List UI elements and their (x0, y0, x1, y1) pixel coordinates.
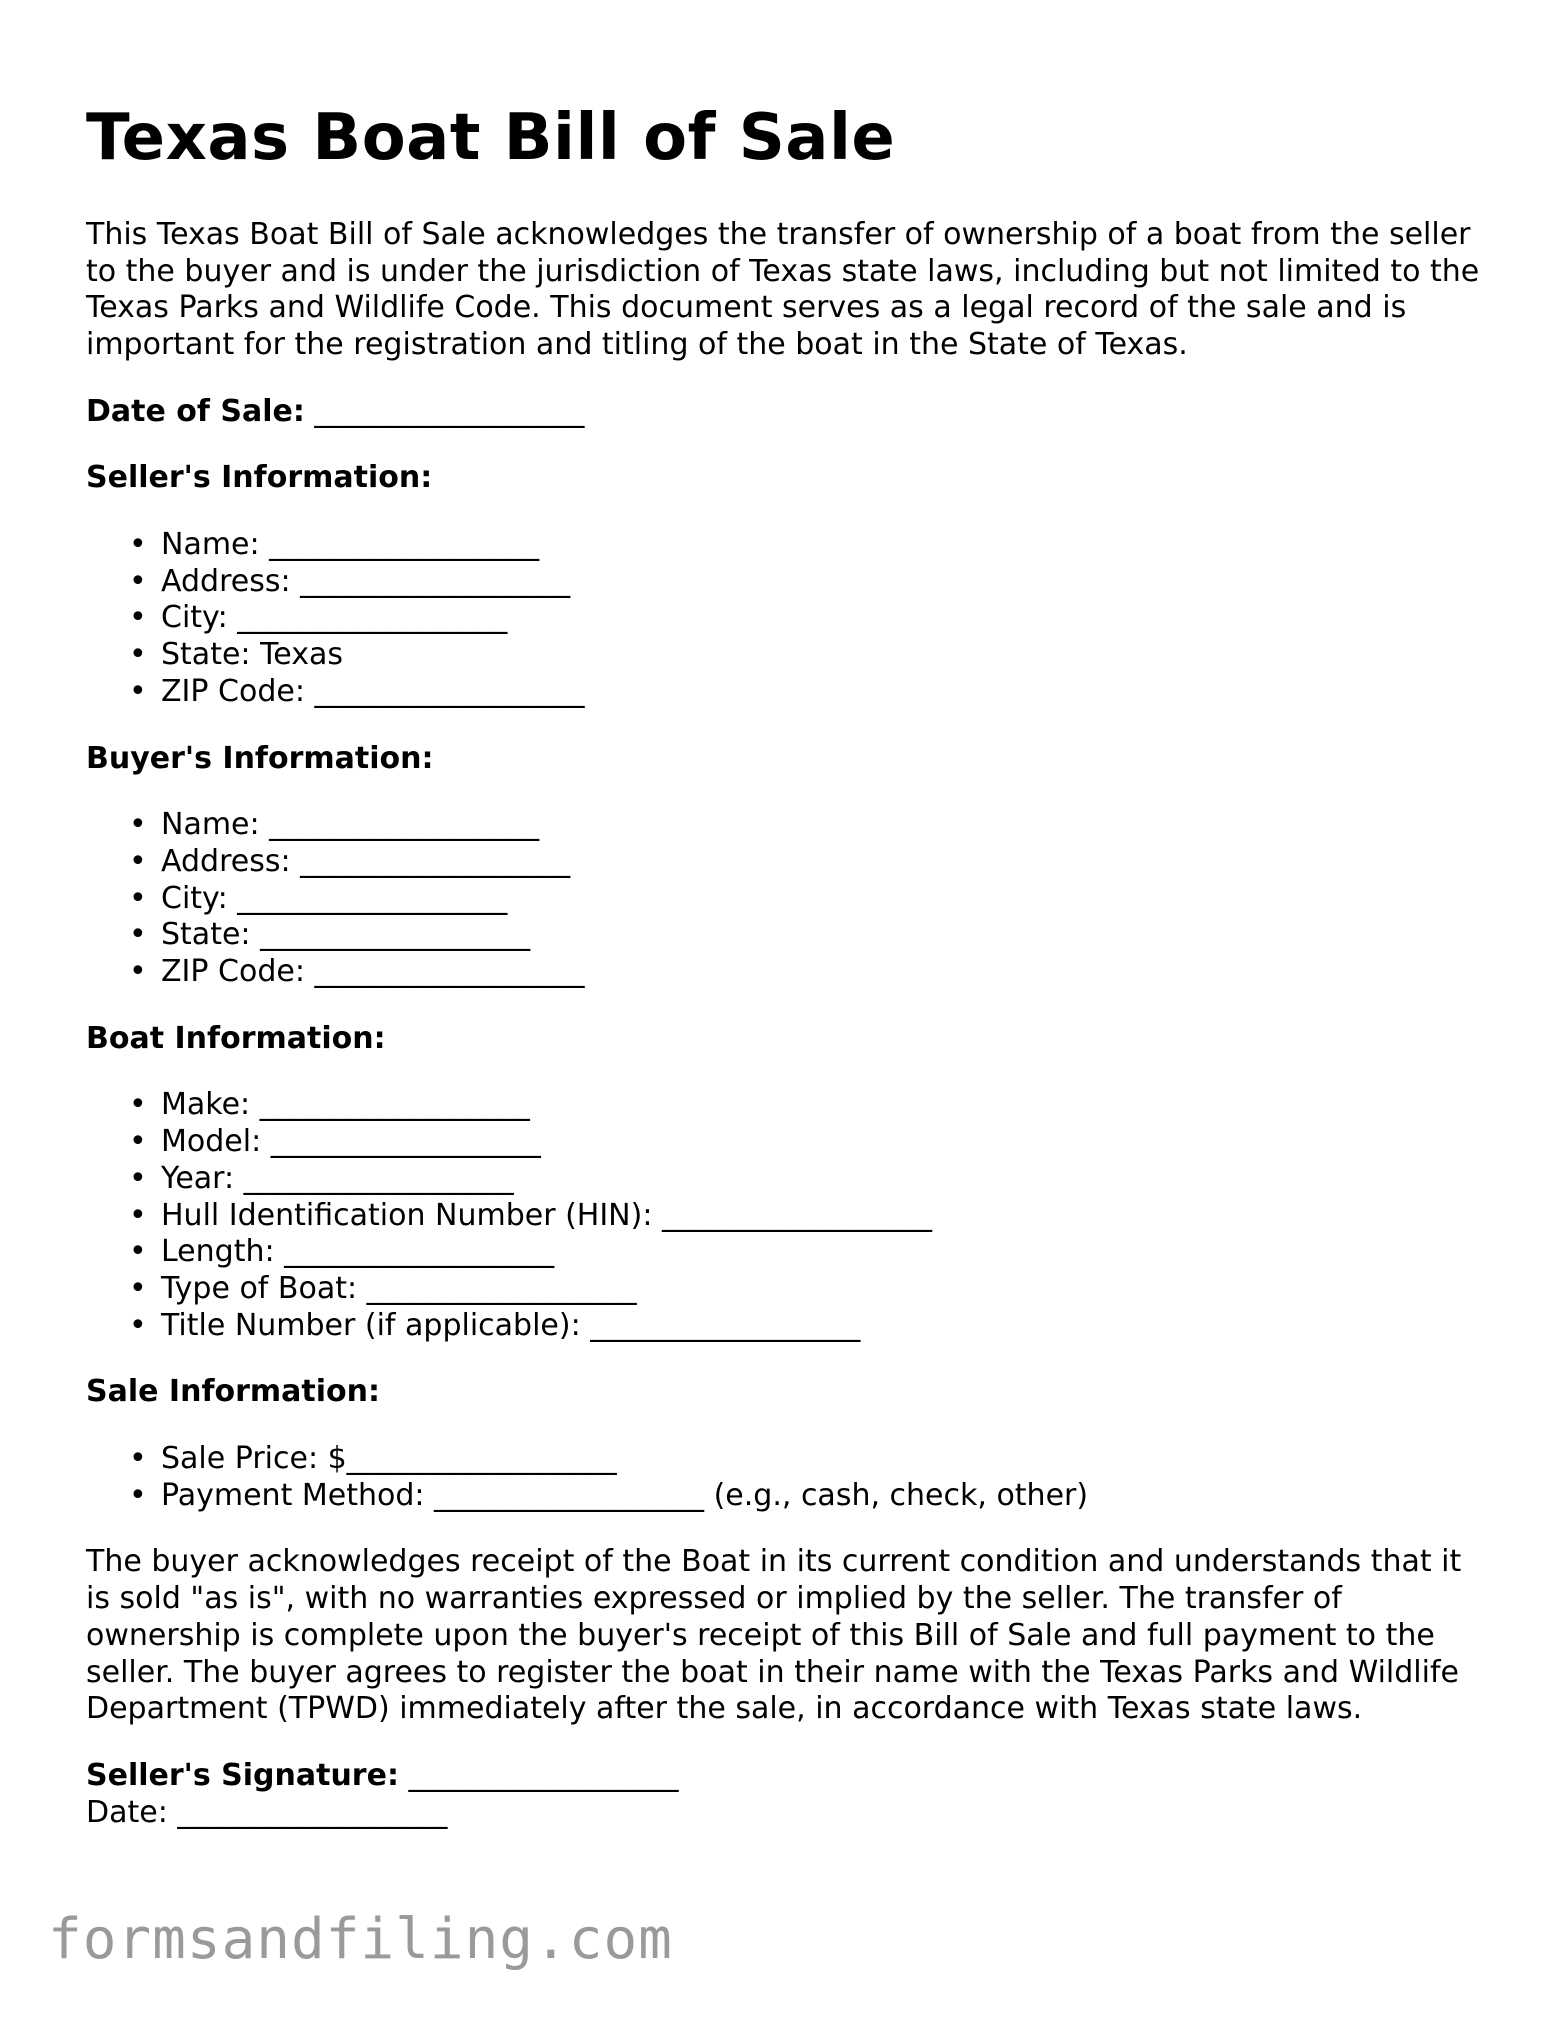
field-label: Make: (161, 1087, 251, 1123)
boat-type-blank[interactable]: __________________ (366, 1270, 637, 1306)
field-label: Type of Boat: (161, 1270, 358, 1306)
signature-date-label: Date: (86, 1794, 168, 1830)
list-item (161, 917, 1486, 954)
boat-length-blank[interactable]: __________________ (284, 1234, 555, 1270)
seller-signature-label: Seller's Signature: (86, 1758, 399, 1793)
field-label: Year: (161, 1160, 235, 1196)
buyer-city-blank[interactable]: __________________ (237, 880, 508, 916)
date-of-sale-field (86, 394, 1486, 431)
boat-list (86, 1087, 1486, 1344)
boat-make-blank[interactable]: __________________ (259, 1087, 530, 1123)
field-label: Title Number (if applicable): (161, 1307, 581, 1343)
date-of-sale-label: Date of Sale: (86, 393, 305, 429)
list-item (161, 1308, 1486, 1345)
list-item (161, 1271, 1486, 1308)
list-item (161, 1124, 1486, 1161)
list-item (161, 1198, 1486, 1235)
seller-signature-blank[interactable]: __________________ (408, 1758, 679, 1793)
document-title: Texas Boat Bill of Sale (86, 101, 896, 175)
list-item (161, 637, 1486, 674)
seller-signature-field (86, 1758, 1486, 1795)
sale-price-blank[interactable]: __________________ (346, 1441, 617, 1477)
buyer-address-blank[interactable]: __________________ (300, 843, 571, 879)
field-label: Address: (161, 563, 291, 599)
boat-heading: Boat Information: (86, 1020, 386, 1056)
seller-city-blank[interactable]: __________________ (237, 600, 508, 636)
field-label: City: (161, 880, 228, 916)
seller-zip-blank[interactable]: __________________ (314, 673, 585, 709)
field-label: Hull Identification Number (HIN): (161, 1197, 653, 1233)
sale-heading: Sale Information: (86, 1374, 380, 1410)
boat-title-number-blank[interactable]: __________________ (590, 1307, 861, 1343)
payment-method-blank[interactable]: __________________ (434, 1477, 705, 1513)
buyer-heading: Buyer's Information: (86, 740, 434, 776)
payment-method-label: Payment Method: (161, 1477, 425, 1513)
acknowledgment-paragraph: The buyer acknowledges receipt of the Boat in its current condition and understands that it is sold "as is", with no warranties expressed or implied by the seller. The transfer of ownership is complete upon the buyer's receipt of this Bill of Sale and full payment to the seller. The buyer agrees to register the boat in their name with the Texas Parks and Wildlife Department (TPWD) immediately after the sale, in accordance with Texas state laws. (86, 1544, 1462, 1727)
payment-method-hint: (e.g., cash, check, other) (713, 1477, 1089, 1513)
list-item (161, 600, 1486, 637)
boat-hin-blank[interactable]: __________________ (661, 1197, 932, 1233)
field-label: ZIP Code: (161, 673, 305, 709)
signature-date-blank[interactable]: __________________ (177, 1794, 448, 1830)
list-item (161, 1441, 1486, 1478)
boat-year-blank[interactable]: __________________ (243, 1160, 514, 1196)
field-label: Length: (161, 1234, 275, 1270)
list-item (161, 674, 1486, 711)
field-label: State: (161, 637, 251, 673)
boat-model-blank[interactable]: __________________ (270, 1124, 541, 1160)
buyer-zip-blank[interactable]: __________________ (314, 954, 585, 990)
field-label: State: (161, 917, 251, 953)
field-label: Name: (161, 527, 260, 563)
intro-paragraph: This Texas Boat Bill of Sale acknowledges the transfer of ownership of a boat from the seller to the buyer and is under the jurisdiction of Texas state laws, including but not limited to the Texas Parks and Wildlife Code. This document serves as a legal record of the sale and is important for the registration and titling of the boat in the State of Texas. (86, 216, 1480, 362)
sale-price-label: Sale Price: $ (161, 1441, 347, 1477)
signature-date-field (86, 1795, 1486, 1832)
list-item (161, 954, 1486, 991)
list-item (161, 807, 1486, 844)
watermark: formsandfiling.com (48, 1907, 673, 1972)
seller-heading: Seller's Information: (86, 460, 433, 496)
field-label: Name: (161, 807, 260, 843)
sale-list (86, 1441, 1486, 1514)
seller-state-value: Texas (260, 637, 344, 673)
list-item (161, 844, 1486, 881)
field-label: Address: (161, 843, 291, 879)
field-label: Model: (161, 1124, 262, 1160)
list-item (161, 881, 1486, 918)
seller-name-blank[interactable]: __________________ (269, 527, 540, 563)
buyer-list (86, 807, 1486, 991)
list-item (161, 564, 1486, 601)
buyer-name-blank[interactable]: __________________ (269, 807, 540, 843)
seller-address-blank[interactable]: __________________ (300, 563, 571, 599)
date-of-sale-blank[interactable]: __________________ (314, 393, 585, 429)
buyer-state-blank[interactable]: __________________ (260, 917, 531, 953)
list-item (161, 1087, 1486, 1124)
list-item (161, 527, 1486, 564)
list-item (161, 1478, 1486, 1515)
list-item (161, 1234, 1486, 1271)
seller-list (86, 527, 1486, 711)
field-label: ZIP Code: (161, 954, 305, 990)
field-label: City: (161, 600, 228, 636)
document-page (86, 100, 1486, 1831)
list-item (161, 1161, 1486, 1198)
